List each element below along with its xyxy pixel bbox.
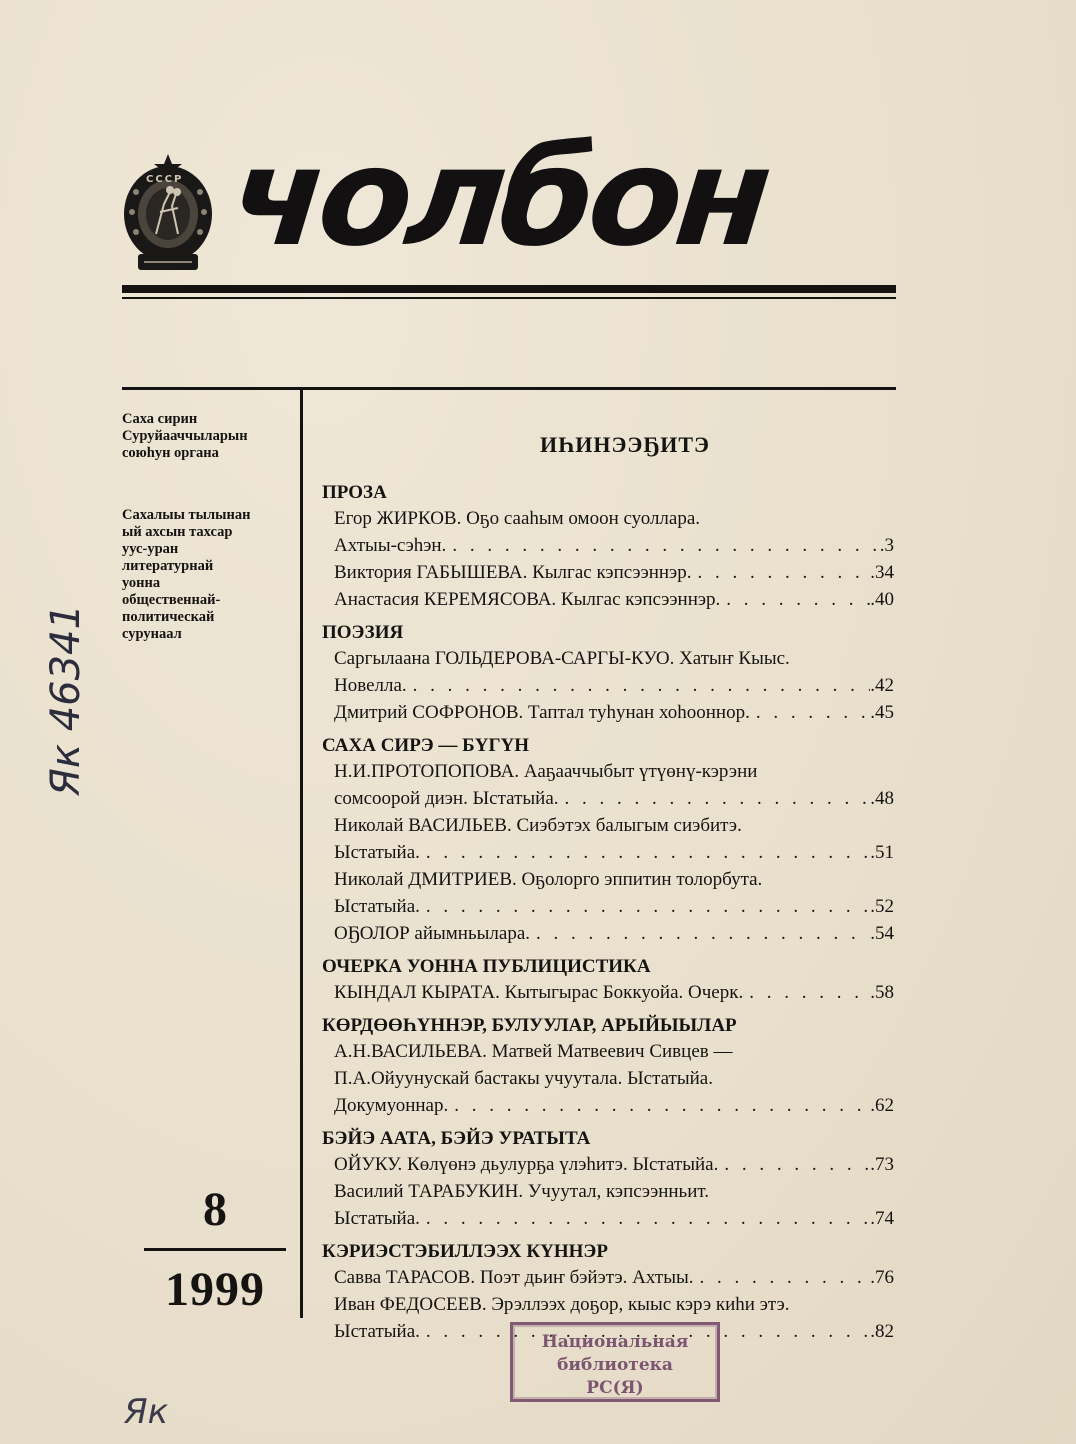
stamp-line: библиотека bbox=[557, 1355, 673, 1375]
toc-section-heading: ПРОЗА bbox=[322, 482, 387, 503]
toc-entry bbox=[334, 586, 894, 613]
toc-page-number: .42 bbox=[870, 675, 894, 696]
organ-note-line: Саха сирин bbox=[122, 411, 198, 427]
toc-entry bbox=[334, 699, 894, 726]
toc-dot-leader bbox=[718, 1151, 870, 1178]
stamp-line: РС(Я) bbox=[586, 1378, 644, 1398]
toc-entry-title: Ахтыы-сэһэн. bbox=[334, 535, 447, 556]
toc-page-number: .52 bbox=[870, 896, 894, 917]
toc-entry-title: ОҔОЛОР айымньылара. bbox=[334, 923, 531, 944]
magazine-description bbox=[122, 507, 292, 643]
description-line: Сахалыы тылынан bbox=[122, 507, 251, 523]
toc-dot-leader bbox=[420, 839, 870, 866]
toc-entry-title: Ыстатыйа. bbox=[334, 1208, 420, 1229]
toc-section bbox=[322, 620, 894, 726]
toc-section-heading: БЭЙЭ ААТА, БЭЙЭ УРАТЫТА bbox=[322, 1128, 591, 1149]
toc-entry bbox=[334, 1264, 894, 1291]
handwritten-call-number: Як 46341 bbox=[43, 604, 89, 796]
toc-dot-leader bbox=[720, 586, 870, 613]
toc-section-heading: КӨРДӨӨҺҮННЭР, БУЛУУЛАР, АРЫЙЫЫЛАР bbox=[322, 1015, 737, 1036]
contents-title: ИҺИНЭЭҔИТЭ bbox=[540, 432, 710, 457]
toc-dot-leader bbox=[691, 559, 870, 586]
toc-entry-line: Василий ТАРАБУКИН. Учуутал, кэпсээнньит. bbox=[334, 1181, 710, 1202]
toc-entry bbox=[334, 1092, 894, 1119]
description-line: политическай bbox=[122, 609, 215, 625]
toc-dot-leader bbox=[743, 979, 870, 1006]
toc-entry bbox=[334, 532, 894, 559]
toc-dot-leader bbox=[407, 672, 871, 699]
toc-section bbox=[322, 1126, 894, 1232]
toc-entry-title: ОЙУКУ. Көлүөнэ дьулурҕа үлэһитэ. Ыстатыйа. bbox=[334, 1154, 719, 1175]
toc-section-heading: САХА СИРЭ — БҮГҮН bbox=[322, 735, 530, 756]
toc-dot-leader bbox=[559, 785, 871, 812]
masthead-rule-thick bbox=[122, 285, 896, 293]
table-of-contents bbox=[322, 480, 894, 1345]
toc-entry-line: А.Н.ВАСИЛЬЕВА. Матвей Матвеевич Сивцев — bbox=[334, 1041, 733, 1062]
toc-section bbox=[322, 954, 894, 1006]
toc-page-number: .76 bbox=[870, 1267, 894, 1288]
toc-section bbox=[322, 1013, 894, 1119]
description-line: уус-уран bbox=[122, 541, 179, 557]
toc-section-heading: КЭРИЭСТЭБИЛЛЭЭХ КҮННЭР bbox=[322, 1241, 608, 1262]
toc-entry-title: Виктория ГАБЫШЕВА. Кылгас кэпсээннэр. bbox=[334, 562, 692, 583]
description-line: литературнай bbox=[122, 558, 214, 574]
toc-entry bbox=[334, 559, 894, 586]
magazine-logo: чолбон bbox=[223, 119, 774, 277]
toc-entry-title: Савва ТАРАСОВ. Поэт дьиҥ бэйэтэ. Ахтыы. bbox=[334, 1267, 694, 1288]
toc-section bbox=[322, 480, 894, 613]
toc-entry bbox=[334, 672, 894, 699]
masthead-rule-thin bbox=[122, 297, 896, 299]
organ-note-line: союһун органа bbox=[122, 445, 219, 461]
toc-entry-title: Докумуоннар. bbox=[334, 1095, 449, 1116]
toc-section-heading: ОЧЕРКА УОННА ПУБЛИЦИСТИКА bbox=[322, 956, 651, 977]
column-divider bbox=[300, 390, 303, 1318]
contents-top-rule bbox=[122, 387, 896, 390]
toc-page-number: .62 bbox=[870, 1095, 894, 1116]
toc-page-number: .82 bbox=[870, 1321, 894, 1342]
toc-page-number: .48 bbox=[870, 788, 894, 809]
toc-entry bbox=[334, 785, 894, 812]
stamp-line: Национальная bbox=[541, 1332, 689, 1352]
toc-page-number: .34 bbox=[870, 562, 894, 583]
toc-entry-title: Анастасия КЕРЕМЯСОВА. Кылгас кэпсээннэр. bbox=[334, 589, 721, 610]
toc-page-number: .45 bbox=[870, 702, 894, 723]
toc-entry-title: Ыстатыйа. bbox=[334, 1321, 420, 1342]
toc-dot-leader bbox=[420, 893, 870, 920]
toc-entry-line: Н.И.ПРОТОПОПОВА. Ааҕааччыбыт үтүөнү-кэрэни bbox=[334, 761, 758, 782]
description-line: ый ахсын тахсар bbox=[122, 524, 233, 540]
order-emblem-icon bbox=[120, 152, 216, 274]
toc-entry bbox=[334, 979, 894, 1006]
toc-entry-title: Дмитрий СОФРОНОВ. Таптал туһунан хоһооннор. bbox=[334, 702, 750, 723]
toc-page-number: .58 bbox=[870, 982, 894, 1003]
issue-number: 8 bbox=[203, 1183, 227, 1236]
organ-note-line: Суруйааччыларын bbox=[122, 428, 248, 444]
organ-note bbox=[122, 411, 292, 462]
toc-entry-title: Ыстатыйа. bbox=[334, 842, 420, 863]
toc-page-number: .74 bbox=[870, 1208, 894, 1229]
toc-entry-line: Егор ЖИРКОВ. Оҕо сааһым омоон суоллара. bbox=[334, 508, 701, 529]
toc-page-number: .3 bbox=[879, 535, 894, 556]
toc-dot-leader bbox=[530, 920, 870, 947]
description-line: сурунаал bbox=[122, 626, 182, 642]
toc-dot-leader bbox=[446, 532, 879, 559]
issue-divider bbox=[144, 1248, 286, 1251]
toc-dot-leader bbox=[750, 699, 870, 726]
toc-entry-title: КЫНДАЛ КЫРАТА. Кытыгырас Боккуойа. Очерк. bbox=[334, 982, 744, 1003]
description-line: общественнай- bbox=[122, 592, 221, 608]
toc-dot-leader bbox=[420, 1205, 870, 1232]
toc-entry bbox=[334, 839, 894, 866]
toc-entry-title: Ыстатыйа. bbox=[334, 896, 420, 917]
toc-entry bbox=[334, 920, 894, 947]
toc-entry-line: Саргылаана ГОЛЬДЕРОВА-САРГЫ-КУО. Хатыҥ Кыыс. bbox=[334, 648, 790, 669]
toc-entry bbox=[334, 893, 894, 920]
description-line: уонна bbox=[122, 575, 161, 591]
toc-entry bbox=[334, 1151, 894, 1178]
toc-section-heading: ПОЭЗИЯ bbox=[322, 622, 404, 643]
toc-entry-title: Новелла. bbox=[334, 675, 407, 696]
toc-dot-leader bbox=[694, 1264, 871, 1291]
handwritten-initials: Як bbox=[124, 1392, 169, 1432]
toc-entry-line: Николай ДМИТРИЕВ. Оҕолорго эппитин толорбута. bbox=[334, 869, 763, 890]
toc-page-number: .40 bbox=[870, 589, 894, 610]
toc-dot-leader bbox=[448, 1092, 870, 1119]
toc-page-number: .51 bbox=[870, 842, 894, 863]
toc-entry-line: Николай ВАСИЛЬЕВ. Сиэбэтэх балыгым сиэбитэ. bbox=[334, 815, 742, 836]
toc-entry-line: П.А.Ойуунускай бастакы учуутала. Ыстатыйа. bbox=[334, 1068, 713, 1089]
toc-page-number: .73 bbox=[870, 1154, 894, 1175]
toc-entry bbox=[334, 1205, 894, 1232]
issue-year: 1999 bbox=[165, 1263, 265, 1316]
emblem-letters: СССР bbox=[146, 174, 184, 185]
toc-entry-title: сомсоорой диэн. Ыстатыйа. bbox=[334, 788, 559, 809]
toc-page-number: .54 bbox=[870, 923, 894, 944]
library-stamp bbox=[510, 1322, 720, 1402]
toc-entry-line: Иван ФЕДОСЕЕВ. Эрэллээх доҕор, кыыс кэрэ киһи этэ. bbox=[334, 1294, 790, 1315]
toc-section bbox=[322, 733, 894, 947]
